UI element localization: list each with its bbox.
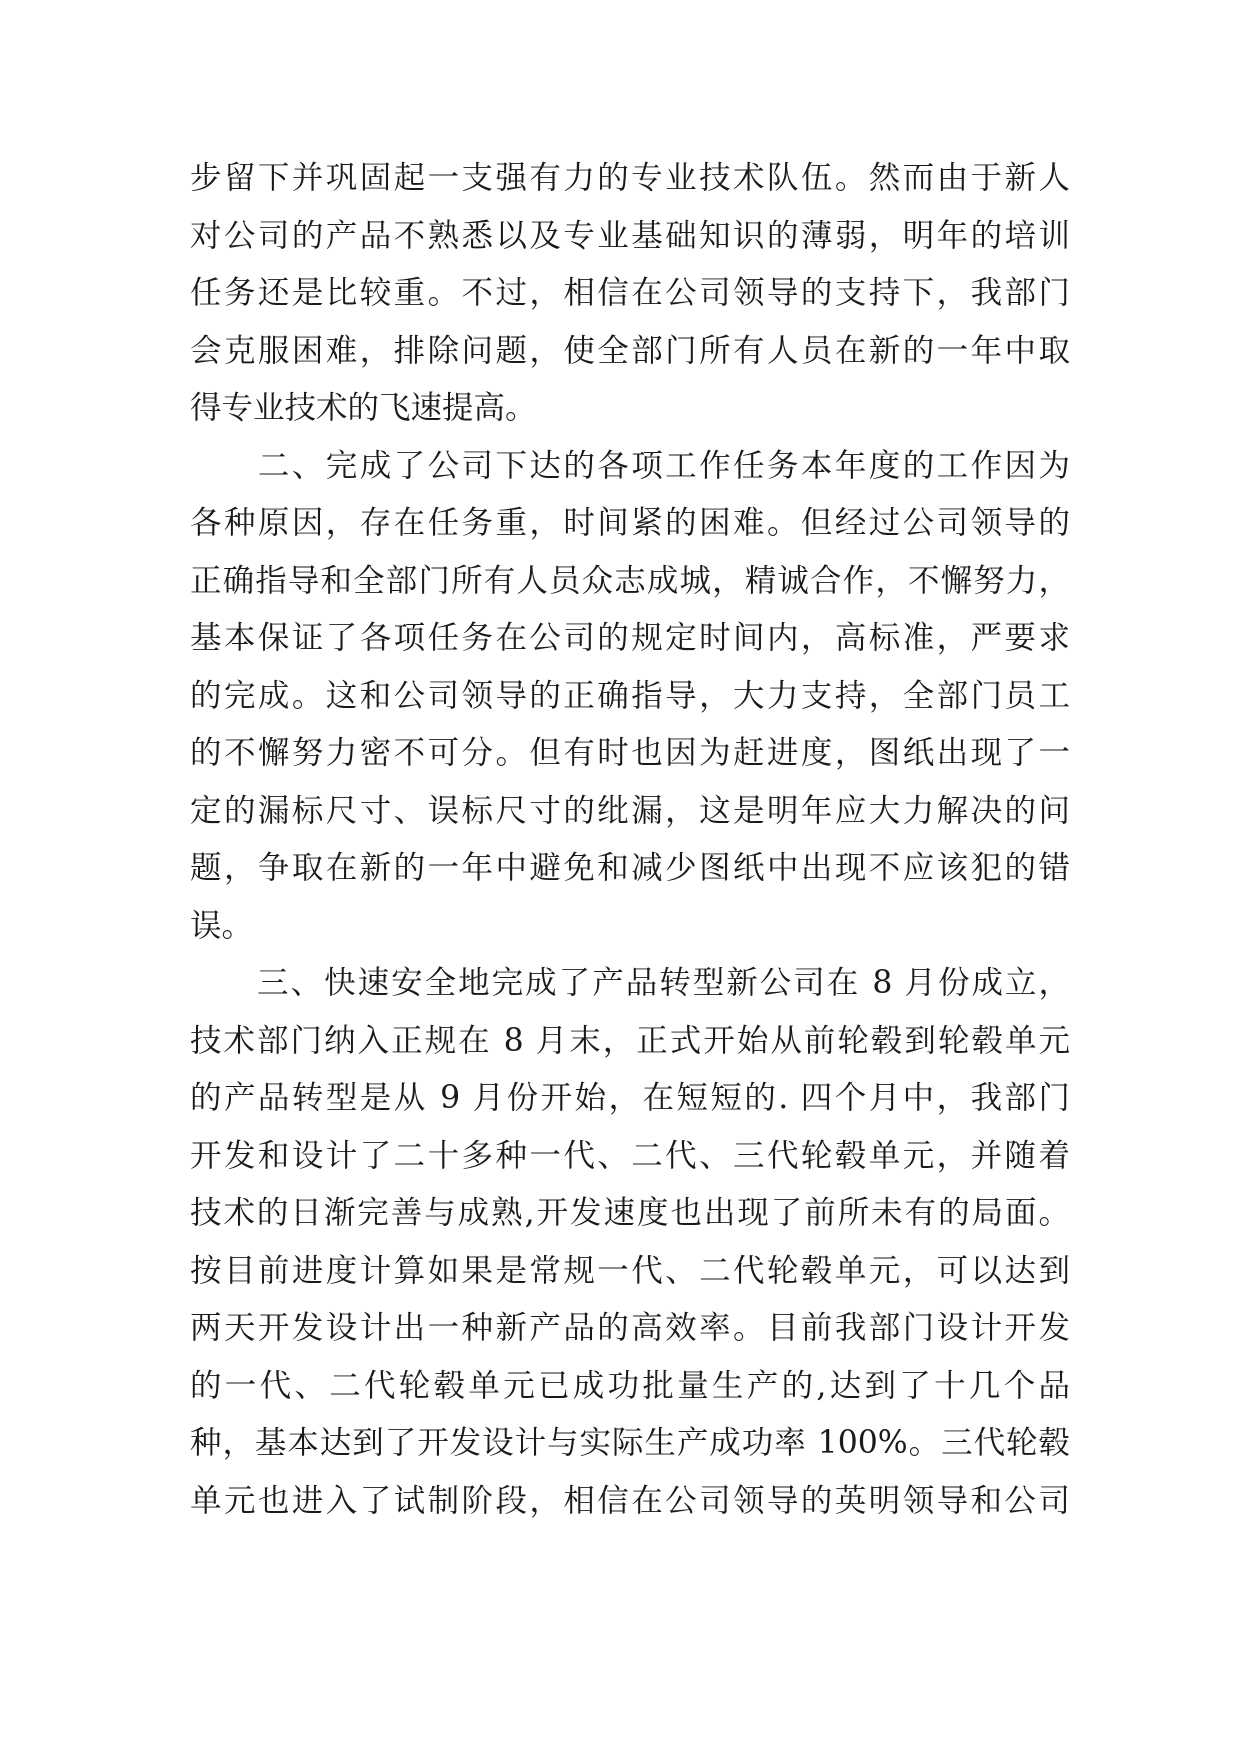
text-line: 按目前进度计算如果是常规一代、二代轮毂单元，可以达到 [190,1252,1070,1289]
text-line: 各种原因，存在任务重，时间紧的困难。但经过公司领导的 [190,505,1070,541]
text-line: 步留下并巩固起一支强有力的专业技术队伍。然而由于新人 [190,160,1070,196]
text-line: 的产品转型是从 9 月份开始，在短短的. 四个月中，我部门 [190,1080,1070,1116]
document-body [190,150,1070,1530]
text-line: 基本保证了各项任务在公司的规定时间内，高标准，严要求 [190,620,1070,656]
text-line: 的不懈努力密不可分。但有时也因为赶进度，图纸出现了一 [190,735,1070,771]
text-line: 种，基本达到了开发设计与实际生产成功率 100%。三代轮毂 [190,1425,1070,1461]
text-line: 会克服困难，排除问题，使全部门所有人员在新的一年中取 [190,332,1070,369]
text-line: 题，争取在新的一年中避免和减少图纸中出现不应该犯的错 [190,850,1070,886]
text-line: 两天开发设计出一种新产品的高效率。目前我部门设计开发 [190,1310,1070,1346]
text-line: 的一代、二代轮毂单元已成功批量生产的,达到了十几个品 [190,1367,1070,1404]
text-line: 技术的日渐完善与成熟,开发速度也出现了前所未有的局面。 [190,1195,1070,1231]
text-line: 对公司的产品不熟悉以及专业基础知识的薄弱，明年的培训 [190,217,1070,254]
text-line: 任务还是比较重。不过，相信在公司领导的支持下，我部门 [190,275,1070,311]
text-line: 定的漏标尺寸、误标尺寸的纰漏，这是明年应大力解决的问 [190,792,1070,829]
text-line: 二、完成了公司下达的各项工作任务本年度的工作因为 [190,447,1070,484]
text-line: 误。 [190,907,254,944]
text-line: 三、快速安全地完成了产品转型新公司在 8 月份成立， [190,965,1070,1001]
text-line: 的完成。这和公司领导的正确指导，大力支持，全部门员工 [190,677,1070,714]
text-line: 单元也进入了试制阶段，相信在公司领导的英明领导和公司 [190,1482,1070,1519]
text-line: 得专业技术的飞速提高。 [190,390,537,426]
text-line: 正确指导和全部门所有人员众志成城，精诚合作，不懈努力， [190,562,1070,599]
text-line: 技术部门纳入正规在 8 月末，正式开始从前轮毂到轮毂单元 [190,1022,1070,1059]
text-line: 开发和设计了二十多种一代、二代、三代轮毂单元，并随着 [190,1137,1070,1174]
